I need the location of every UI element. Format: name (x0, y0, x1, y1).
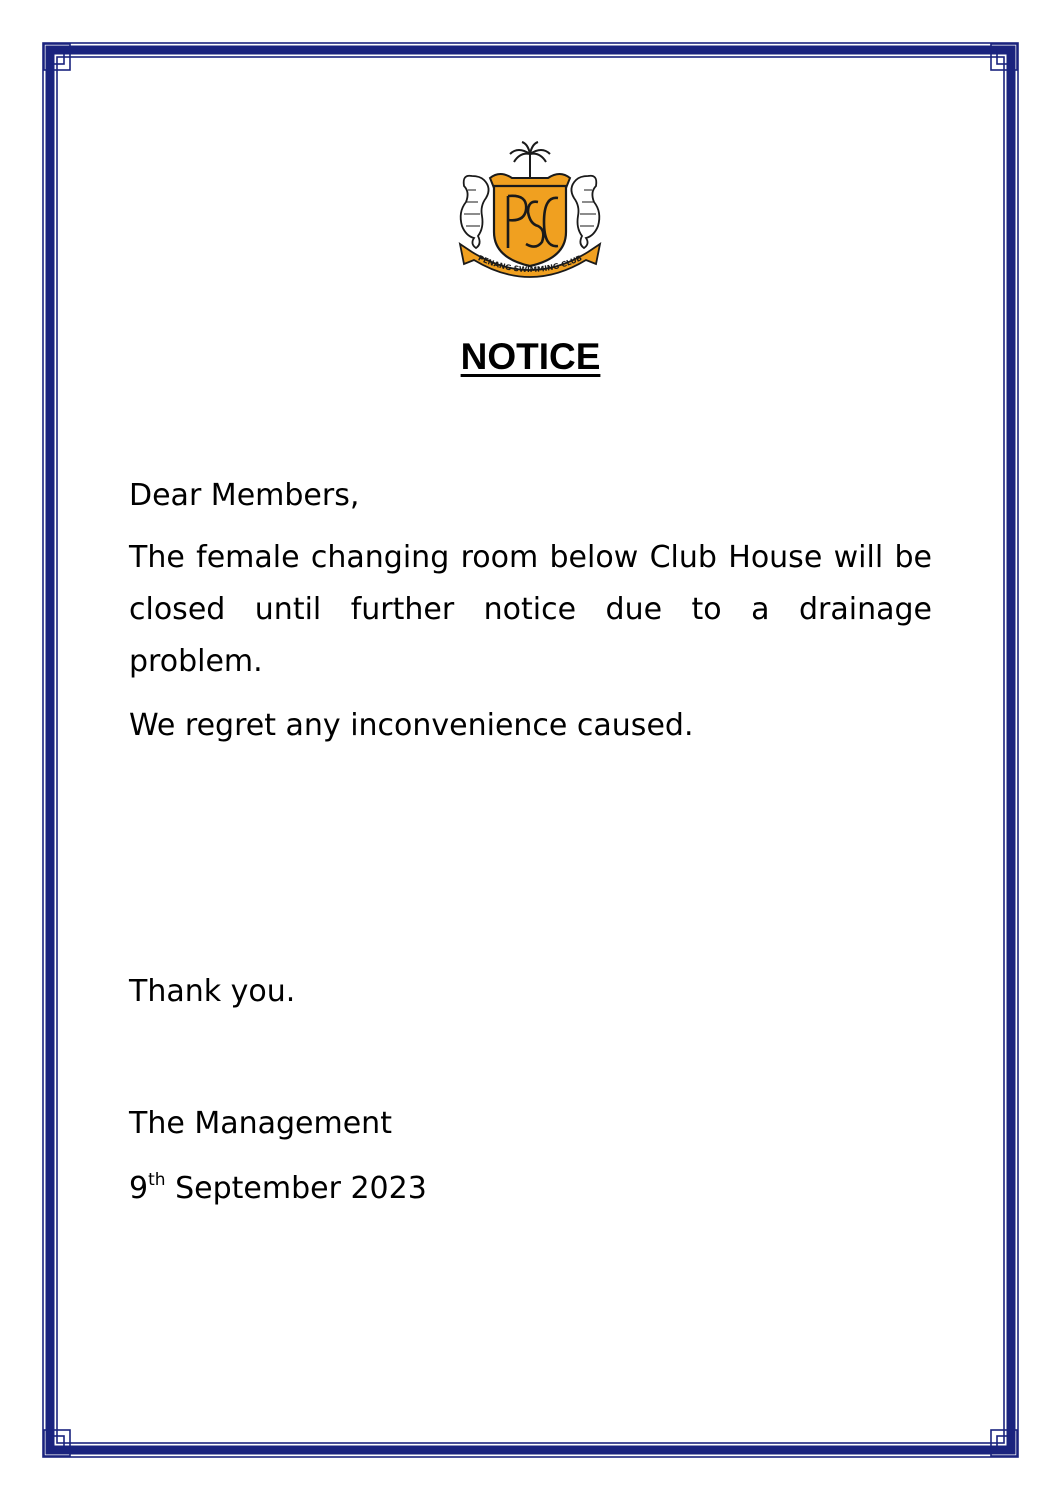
notice-title: NOTICE (460, 336, 601, 377)
salutation: Dear Members, (129, 478, 360, 513)
notice-main-paragraph: The female changing room below Club House will be closed until further notice due to a drainage problem. (129, 540, 932, 679)
notice-date (129, 1163, 932, 1215)
signoff-management: The Management (129, 1106, 392, 1141)
date-ordinal-suffix: th (148, 1170, 166, 1190)
regret-paragraph: We regret any inconvenience caused. (129, 708, 694, 743)
crest-ribbon-text: PENANG SWIMMING CLUB (476, 253, 584, 275)
closing-thanks: Thank you. (129, 974, 296, 1009)
date-day: 9 (129, 1171, 149, 1206)
club-crest-logo (440, 140, 620, 290)
date-rest: September 2023 (165, 1171, 427, 1206)
